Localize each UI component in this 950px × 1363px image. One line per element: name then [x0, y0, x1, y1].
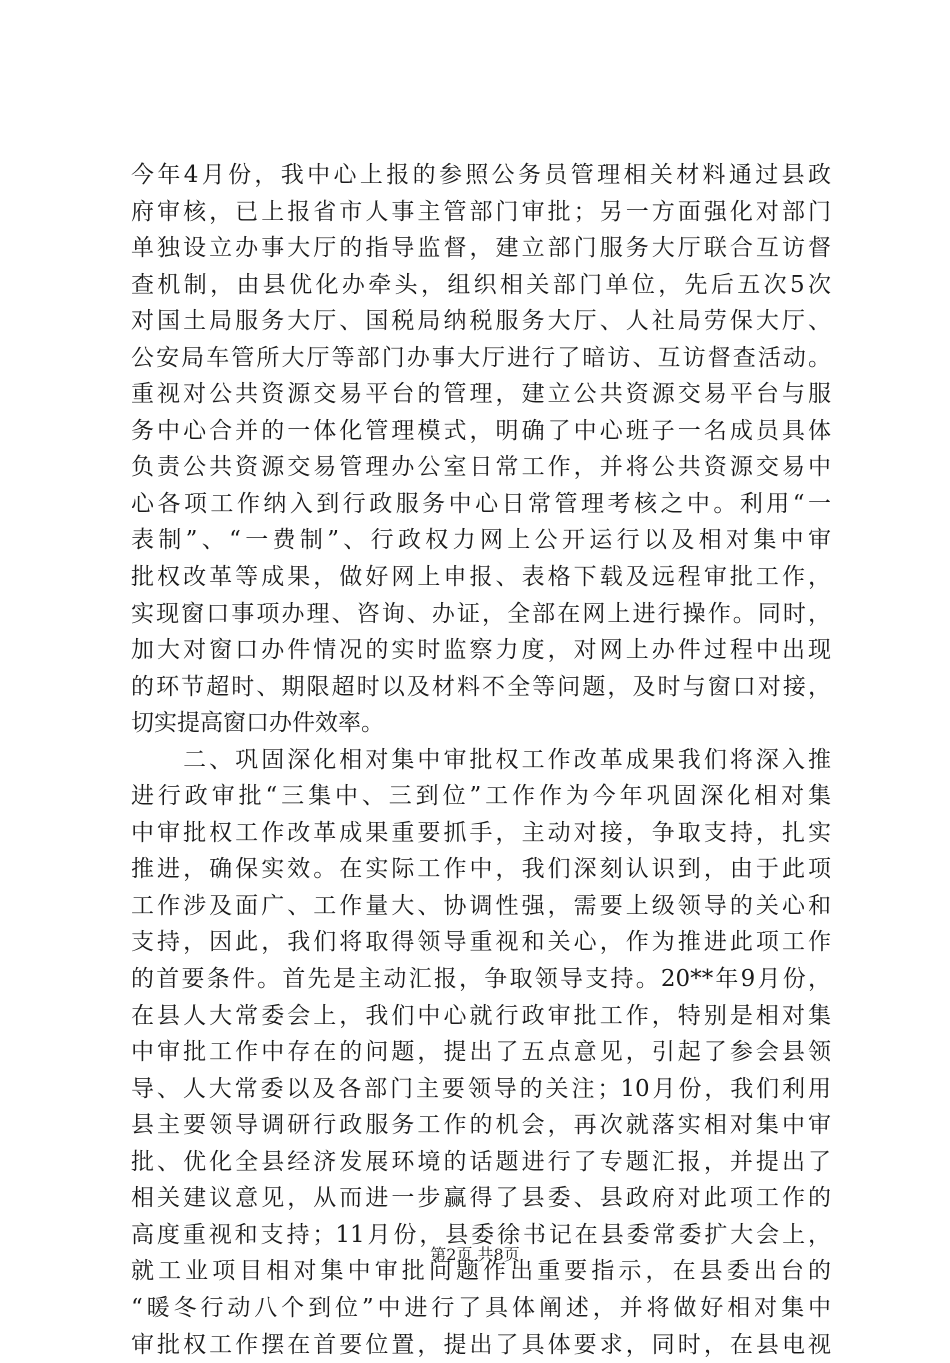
- text-line: 单独设立办事大厅的指导监督，建立部门服务大厅联合互访督: [131, 230, 831, 267]
- text-line: 进行政审批“三集中、三到位”工作作为今年巩固深化相对集: [131, 778, 831, 815]
- text-line: 二、巩固深化相对集中审批权工作改革成果我们将深入推: [131, 742, 831, 779]
- text-line: 就工业项目相对集中审批问题作出重要指示，在县委出台的: [131, 1253, 831, 1290]
- text-line: 工作涉及面广、工作量大、协调性强，需要上级领导的关心和: [131, 888, 831, 925]
- text-line: 实现窗口事项办理、咨询、办证，全部在网上进行操作。同时，: [131, 596, 831, 633]
- text-line: 相关建议意见，从而进一步赢得了县委、县政府对此项工作的: [131, 1180, 831, 1217]
- text-line: 推进，确保实效。在实际工作中，我们深刻认识到，由于此项: [131, 851, 831, 888]
- text-line: 批权改革等成果，做好网上申报、表格下载及远程审批工作，: [131, 559, 831, 596]
- text-line: 支持，因此，我们将取得领导重视和关心，作为推进此项工作: [131, 924, 831, 961]
- text-line: 的环节超时、期限超时以及材料不全等问题，及时与窗口对接，: [131, 669, 831, 706]
- text-line: 重视对公共资源交易平台的管理，建立公共资源交易平台与服: [131, 376, 831, 413]
- body-text: [131, 157, 831, 1363]
- text-line: 导、人大常委以及各部门主要领导的关注；10月份，我们利用: [131, 1071, 831, 1108]
- text-line: 加大对窗口办件情况的实时监察力度，对网上办件过程中出现: [131, 632, 831, 669]
- text-line: 表制”、“一费制”、行政权力网上公开运行以及相对集中审: [131, 522, 831, 559]
- text-line: 府审核，已上报省市人事主管部门审批；另一方面强化对部门: [131, 194, 831, 231]
- text-line: 高度重视和支持；11月份，县委徐书记在县委常委扩大会上，: [131, 1217, 831, 1254]
- text-line: 中审批工作中存在的问题，提出了五点意见，引起了参会县领: [131, 1034, 831, 1071]
- text-line: 审批权工作摆在首要位置，提出了具体要求，同时，在县电视: [131, 1327, 831, 1363]
- text-line: 查机制，由县优化办牵头，组织相关部门单位，先后五次5次: [131, 267, 831, 304]
- text-line: 中审批权工作改革成果重要抓手，主动对接，争取支持，扎实: [131, 815, 831, 852]
- text-line: 在县人大常委会上，我们中心就行政审批工作，特别是相对集: [131, 998, 831, 1035]
- text-line: 对国土局服务大厅、国税局纳税服务大厅、人社局劳保大厅、: [131, 303, 831, 340]
- text-line: “暖冬行动八个到位”中进行了具体阐述，并将做好相对集中: [131, 1290, 831, 1327]
- text-line: 公安局车管所大厅等部门办事大厅进行了暗访、互访督查活动。: [131, 340, 831, 377]
- text-line: 县主要领导调研行政服务工作的机会，再次就落实相对集中审: [131, 1107, 831, 1144]
- text-line: 负责公共资源交易管理办公室日常工作，并将公共资源交易中: [131, 449, 831, 486]
- text-line: 切实提高窗口办件效率。: [131, 705, 831, 742]
- text-line: 今年4月份，我中心上报的参照公务员管理相关材料通过县政: [131, 157, 831, 194]
- text-line: 的首要条件。首先是主动汇报，争取领导支持。20**年9月份，: [131, 961, 831, 998]
- text-line: 心各项工作纳入到行政服务中心日常管理考核之中。利用“一: [131, 486, 831, 523]
- text-line: 务中心合并的一体化管理模式，明确了中心班子一名成员具体: [131, 413, 831, 450]
- text-line: 批、优化全县经济发展环境的话题进行了专题汇报，并提出了: [131, 1144, 831, 1181]
- page-footer: 第2页 共8页: [0, 1245, 950, 1265]
